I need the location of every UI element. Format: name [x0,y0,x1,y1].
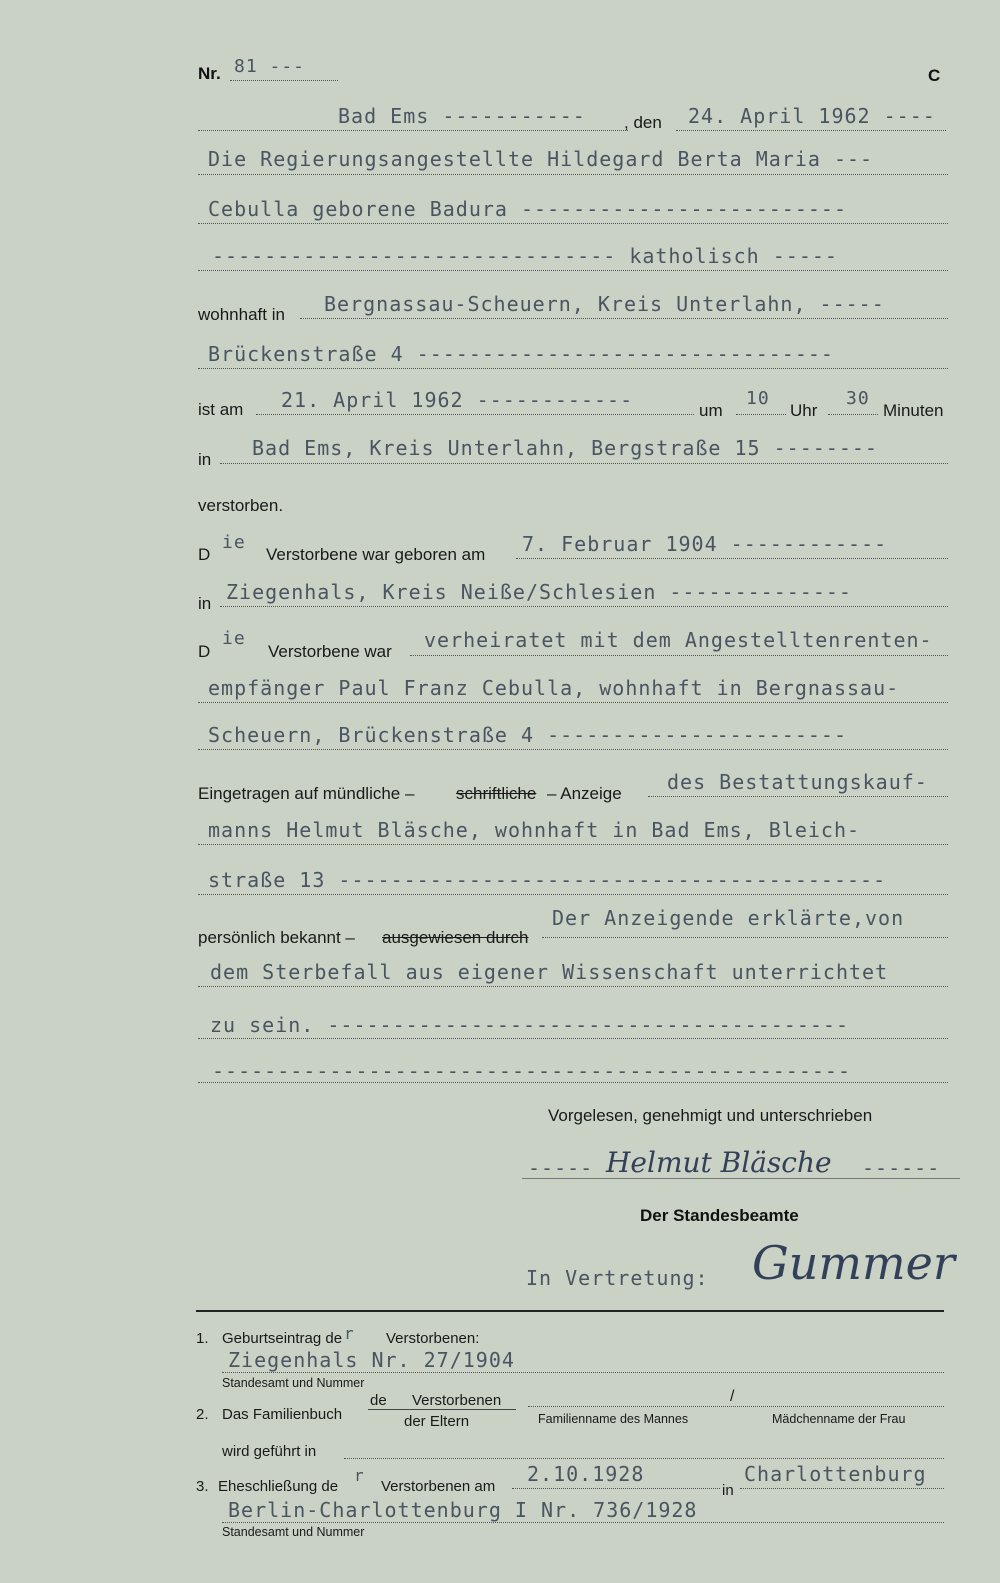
deputy-label: In Vertretung: [526,1266,709,1290]
in-label-2: in [198,594,212,613]
informant-line-1: des Bestattungskauf- [667,770,928,794]
d-label: D [198,545,211,564]
marriage-label: Eheschließung de [218,1478,339,1495]
marital-line-1: verheiratet mit dem Angestelltenrenten- [424,628,933,652]
birth-entry-deceased: Verstorbenen: [386,1330,480,1347]
statement-line-3: zu sein. ---------------------------------------- [210,1013,850,1037]
registry-place: Bad Ems ----------- [338,104,586,128]
religion-line: ------------------------------- katholisch ----- [212,244,838,268]
record-number: 81 --- [234,56,306,77]
husband-surname-caption: Familienname des Mannes [538,1412,689,1426]
struck-schriftliche: schriftliche [456,784,537,803]
residence-line-1: Bergnassau-Scheuern, Kreis Unterlahn, ----- [324,292,885,316]
ist-am-label: ist am [198,400,244,419]
death-minute: 30 [846,388,870,409]
marriage-deceased-label: Verstorbenen am [381,1478,496,1495]
marriage-date: 2.10.1928 [527,1462,645,1486]
marital-line-3: Scheuern, Brückenstraße 4 ----------------------- [208,723,848,747]
birth-entry-suffix: r [344,1324,355,1343]
birth-registry: Ziegenhals Nr. 27/1904 [228,1348,515,1372]
item-3-number: 3. [196,1478,209,1495]
family-book-deceased: Verstorbenen [412,1392,502,1409]
death-place: Bad Ems, Kreis Unterlahn, Bergstraße 15 -------- [252,436,878,460]
birth-place: Ziegenhals, Kreis Neiße/Schlesien -------------- [226,580,852,604]
den-label: , den [624,113,662,132]
read-approved-label: Vorgelesen, genehmigt und unterschrieben [548,1106,873,1125]
death-hour: 10 [746,388,770,409]
item-1-number: 1. [196,1330,209,1347]
minuten-label: Minuten [883,401,944,420]
statement-line-2: dem Sterbefall aus eigener Wissenschaft unterrichtet [210,960,889,984]
wohnhaft-label: wohnhaft in [198,305,285,324]
anzeige-label: – Anzeige [547,784,622,803]
family-book-de: de [370,1392,387,1409]
wife-maiden-caption: Mädchenname der Frau [772,1412,906,1426]
residence-line-2: Brückenstraße 4 -------------------------------- [208,342,834,366]
deceased-name-line-2: Cebulla geborene Badura ------------------------- [208,197,848,221]
marriage-registry: Berlin-Charlottenburg I Nr. 736/1928 [228,1498,698,1522]
item-2-number: 2. [196,1406,209,1423]
married-label: Verstorbene war [268,642,392,661]
registrar-label: Der Standesbeamte [640,1206,799,1225]
deceased-name-line-1: Die Regierungsangestellte Hildegard Berta Maria --- [208,147,874,171]
family-book-label: Das Familienbuch [222,1406,343,1423]
registry-date: 24. April 1962 ---- [688,104,936,128]
d-label-2: D [198,642,211,661]
signer-dashes-left: ----- [528,1156,594,1180]
marriage-suffix: r [354,1466,365,1485]
family-book-slash: / [730,1388,735,1405]
birth-date: 7. Februar 1904 ------------ [522,532,888,556]
nr-label: Nr. [198,64,221,83]
gender-suffix-2: ie [222,628,246,649]
born-label: Verstorbene war geboren am [266,545,486,564]
kept-in-label: wird geführt in [222,1443,317,1460]
family-book-parents: der Eltern [404,1413,470,1430]
registry-caption-2: Standesamt und Nummer [222,1525,365,1539]
registrar-signature: Gummer [752,1236,955,1290]
in-label: in [198,450,212,469]
uhr-label: Uhr [790,401,818,420]
corner-letter: C [928,66,941,85]
signer-dashes-right: ------ [862,1156,941,1180]
verstorben-label: verstorben. [198,496,284,515]
marital-line-2: empfänger Paul Franz Cebulla, wohnhaft in Bergnassau- [208,676,900,700]
marriage-place: Charlottenburg [744,1462,927,1486]
death-date: 21. April 1962 ------------ [281,388,634,412]
struck-ausgewiesen: ausgewiesen durch [382,928,529,947]
statement-line-1: Der Anzeigende erklärte,von [552,906,905,930]
statement-line-4: ------------------------------------------------- [212,1059,852,1083]
um-label: um [699,401,723,420]
known-label: persönlich bekannt – [198,928,355,947]
informant-line-3: straße 13 ------------------------------------------ [208,868,887,892]
informant-signature: Helmut Bläsche [606,1146,832,1179]
entered-label: Eingetragen auf mündliche – [198,784,415,803]
gender-suffix-1: ie [222,532,246,553]
registry-caption-1: Standesamt und Nummer [222,1376,365,1390]
marriage-in-label: in [722,1482,734,1499]
birth-entry-label: Geburtseintrag de [222,1330,343,1347]
informant-line-2: manns Helmut Bläsche, wohnhaft in Bad Ems, Bleich- [208,818,861,842]
